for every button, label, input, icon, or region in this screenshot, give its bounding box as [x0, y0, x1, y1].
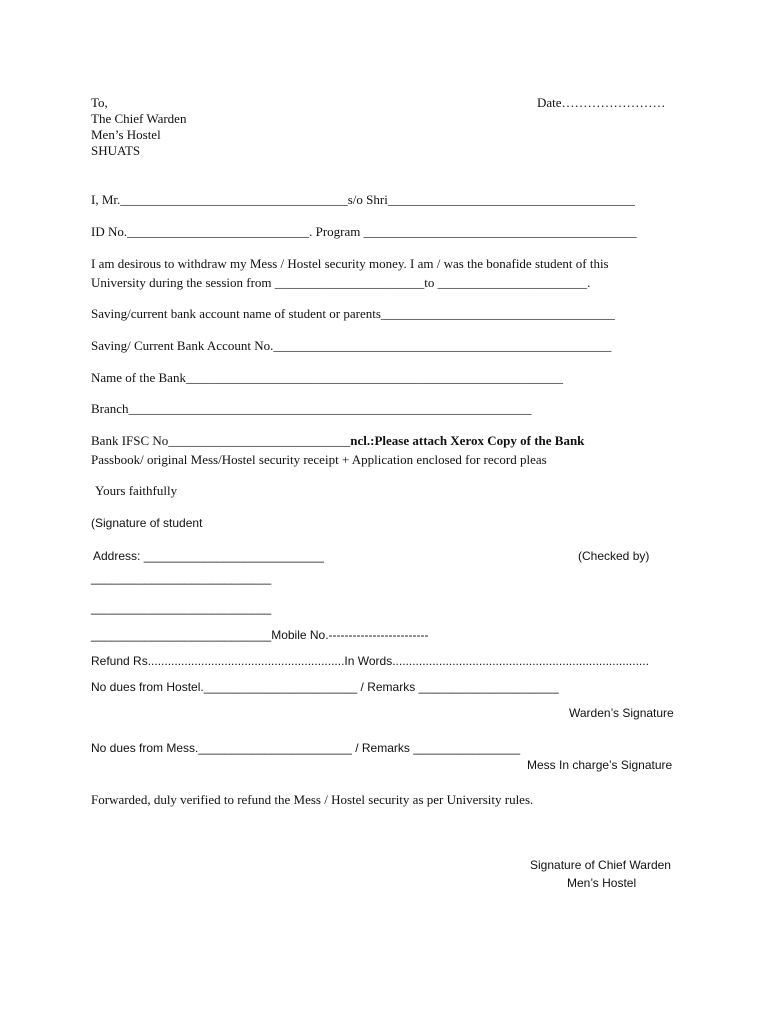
mess-no-dues-line[interactable]: No dues from Mess._______________________ / Remarks ________________: [91, 741, 520, 755]
forwarded-statement: Forwarded, duly verified to refund the Mess / Hostel security as per University rules.: [91, 792, 534, 807]
account-number-line[interactable]: Saving/ Current Bank Account No.____________________________________________________: [91, 338, 612, 353]
id-program-line[interactable]: ID No.____________________________. Program __________________________________________: [91, 224, 637, 239]
refund-amount-line[interactable]: Refund Rs...........................................................In Words.............................................................................: [91, 654, 649, 668]
ifsc-line[interactable]: [91, 433, 584, 449]
mobile-number-line[interactable]: ___________________________Mobile No.-------------------------: [91, 628, 429, 642]
addressee-shuats: SHUATS: [91, 143, 141, 158]
checked-by-label: (Checked by): [578, 549, 650, 563]
branch-line[interactable]: Branch______________________________________________________________: [91, 401, 532, 416]
date-field[interactable]: Date……………………: [537, 95, 666, 110]
ifsc-field[interactable]: Bank IFSC No____________________________: [91, 433, 351, 448]
hostel-no-dues-line[interactable]: No dues from Hostel._______________________ / Remarks _____________________: [91, 680, 559, 694]
student-signature-label: (Signature of student: [91, 516, 203, 530]
salutation-to: To,: [91, 95, 108, 110]
account-holder-name-line[interactable]: Saving/current bank account name of student or parents____________________________________: [91, 306, 615, 321]
warden-signature-label: Warden’s Signature: [569, 706, 674, 720]
request-statement-line-1: I am desirous to withdraw my Mess / Hostel security money. I am / was the bonafide student of this: [91, 256, 609, 271]
address-line[interactable]: Address: ___________________________: [93, 549, 324, 563]
address-blank-2[interactable]: ___________________________: [91, 601, 272, 615]
bank-name-line[interactable]: Name of the Bank__________________________________________________________: [91, 370, 563, 385]
mess-incharge-signature-label: Mess In charge’s Signature: [527, 758, 673, 772]
addressee-mens-hostel: Men’s Hostel: [91, 127, 161, 142]
attachment-note-continued: Passbook/ original Mess/Hostel security receipt + Application enclosed for record pleas: [91, 452, 547, 467]
chief-warden-title: Men’s Hostel: [567, 876, 637, 890]
student-name-line[interactable]: I, Mr.___________________________________s/o Shri______________________________________: [91, 192, 635, 207]
closing-yours-faithfully: Yours faithfully: [95, 483, 178, 498]
addressee-chief-warden: The Chief Warden: [91, 111, 187, 126]
attachment-note: ncl.:Please attach Xerox Copy of the Bank: [350, 433, 585, 448]
session-line[interactable]: University during the session from _______________________to _______________________.: [91, 275, 591, 290]
chief-warden-signature-label: Signature of Chief Warden: [530, 858, 671, 872]
address-blank-1[interactable]: ___________________________: [91, 571, 272, 585]
